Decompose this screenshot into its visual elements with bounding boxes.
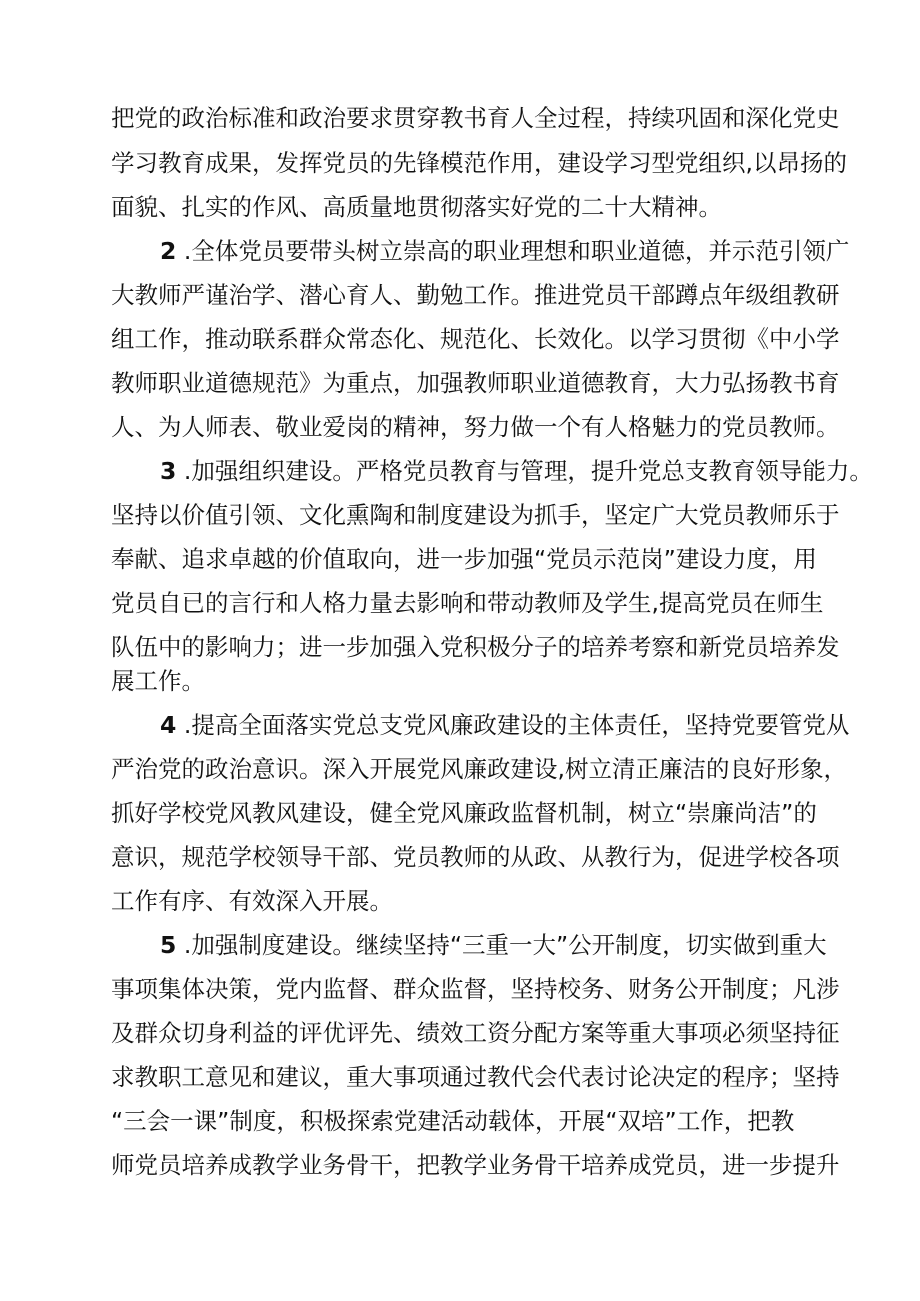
body-text-line: 奉献、追求卓越的价值取向，进一步加强“党员示范岗”建设力度，用 — [111, 545, 817, 573]
list-item-number: 3 — [160, 457, 177, 485]
body-text-line: 及群众切身利益的评优评先、绩效工资分配方案等重大事项必须坚持征 — [111, 1019, 840, 1047]
body-text: .全体党员要带头树立崇高的职业理想和职业道德，并示范引领广 — [183, 237, 850, 265]
list-item-number: 4 — [160, 711, 177, 739]
body-text: .加强组织建设。严格党员教育与管理，提升党总支教育领导能力。 — [183, 457, 873, 485]
body-text-line: “三会一课”制度，积极探索党建活动载体，开展“双培”工作，把教 — [111, 1107, 795, 1135]
body-text-line: 事项集体决策，党内监督、群众监督，坚持校务、财务公开制度；凡涉 — [111, 975, 840, 1003]
body-text-line: 人、为人师表、敬业爱岗的精神，努力做一个有人格魅力的党员教师。 — [111, 413, 840, 441]
body-text-line: 抓好学校党风教风建设，健全党风廉政监督机制，树立“崇廉尚洁”的 — [111, 799, 817, 827]
body-text-line: 把党的政治标准和政治要求贯穿教书育人全过程，持续巩固和深化党史 — [111, 104, 840, 132]
body-text-line: 展工作。 — [111, 667, 205, 695]
body-text-line: 师党员培养成教学业务骨干，把教学业务骨干培养成党员，进一步提升 — [111, 1151, 840, 1179]
body-text: .加强制度建设。继续坚持“三重一大”公开制度，切实做到重大 — [183, 931, 827, 959]
body-text-line: 组工作，推动联系群众常态化、规范化、长效化。以学习贯彻《中小学 — [111, 325, 840, 353]
list-item-5-first-line — [0, 925, 920, 965]
body-text-line: 学习教育成果，发挥党员的先锋模范作用，建设学习型党组织,以昂扬的 — [111, 149, 847, 177]
list-item-3-first-line — [0, 451, 920, 491]
body-text-line: 求教职工意见和建议，重大事项通过教代会代表讨论决定的程序；坚持 — [111, 1063, 840, 1091]
body-text-line: 大教师严谨治学、潜心育人、勤勉工作。推进党员干部蹲点年级组教研 — [111, 281, 840, 309]
list-item-4-first-line — [0, 705, 920, 745]
body-text-line: 严治党的政治意识。深入开展党风廉政建设,树立清正廉洁的良好形象， — [111, 755, 847, 783]
body-text-line: 党员自已的言行和人格力量去影响和带动教师及学生,提高党员在师生 — [111, 589, 824, 617]
body-text-line: 教师职业道德规范》为重点，加强教师职业道德教育，大力弘扬教书育 — [111, 369, 840, 397]
list-item-2-first-line — [0, 231, 920, 271]
body-text-line: 面貌、扎实的作风、高质量地贯彻落实好党的二十大精神。 — [111, 193, 722, 221]
body-text: .提高全面落实党总支党风廉政建设的主体责任，坚持党要管党从 — [183, 711, 850, 739]
body-text-line: 坚持以价值引领、文化熏陶和制度建设为抓手，坚定广大党员教师乐于 — [111, 501, 840, 529]
body-text-line: 队伍中的影响力；进一步加强入党积极分子的培养考察和新党员培养发 — [111, 633, 840, 661]
body-text-line: 意识，规范学校领导干部、党员教师的从政、从教行为，促进学校各项 — [111, 843, 840, 871]
list-item-number: 5 — [160, 931, 177, 959]
list-item-number: 2 — [160, 237, 177, 265]
body-text-line: 工作有序、有效深入开展。 — [111, 887, 393, 915]
